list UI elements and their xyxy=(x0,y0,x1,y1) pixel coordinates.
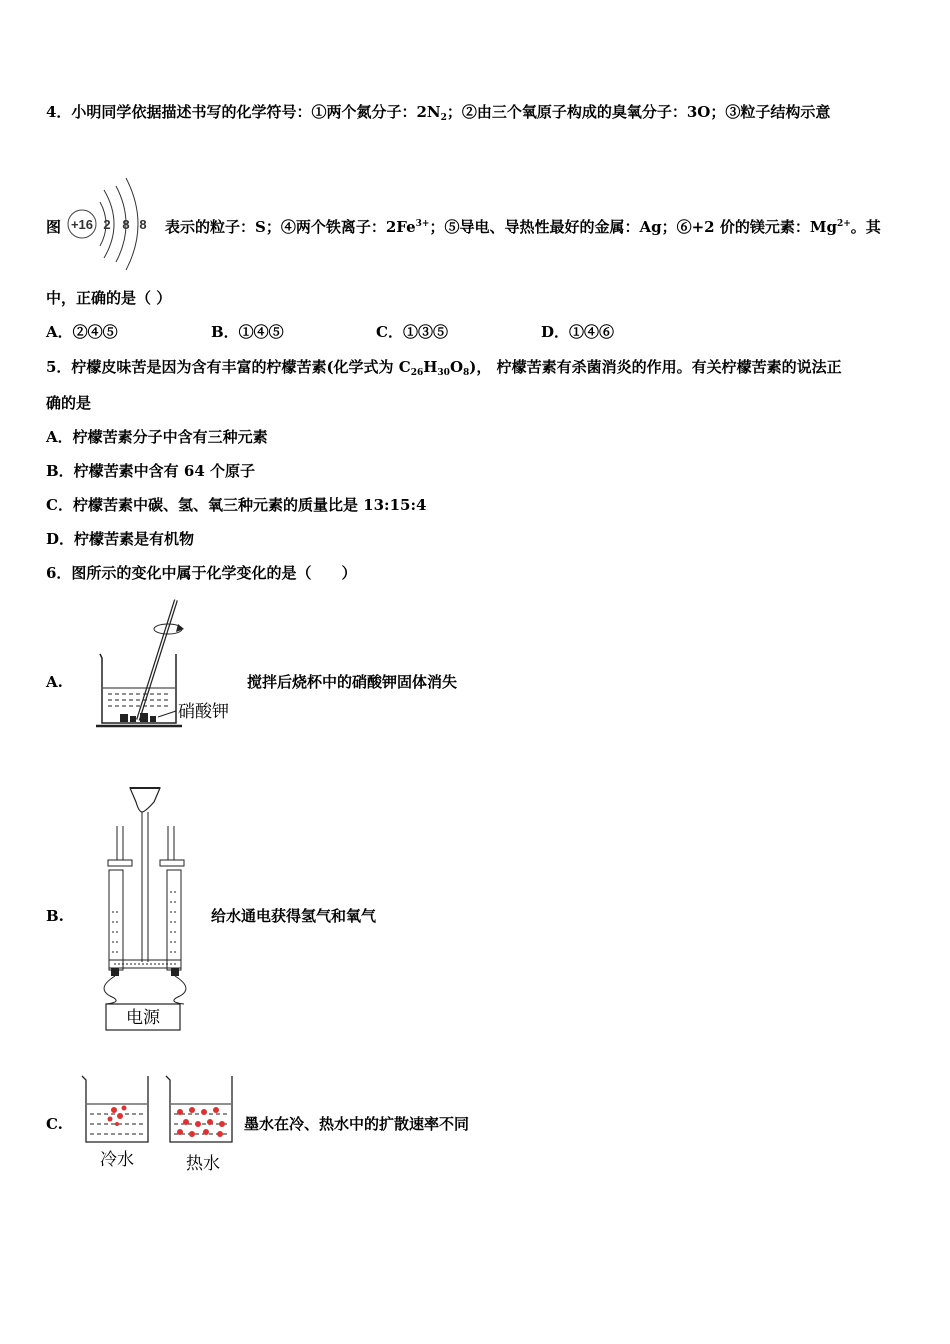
ink-diffusion-figure xyxy=(80,1072,240,1152)
potassium-nitrate-label: 硝酸钾 xyxy=(178,702,229,722)
q6-a-text: 搅拌后烧杯中的硝酸钾固体消失 xyxy=(247,673,458,691)
electrolysis-apparatus-figure xyxy=(84,782,204,1034)
power-supply-label: 电源 xyxy=(126,1008,160,1028)
atom-structure-diagram xyxy=(64,172,154,272)
q5-line2: 确的是 xyxy=(46,394,92,412)
q6-c-text: 墨水在冷、热水中的扩散速率不同 xyxy=(244,1115,470,1133)
shell-1-electrons: 2 xyxy=(103,217,111,232)
shell-2-electrons: 8 xyxy=(122,217,130,232)
q6-stem: 6．图所示的变化中属于化学变化的是（ ） xyxy=(46,564,357,582)
q5-option-c: C．柠檬苦素中碳、氢、氧三种元素的质量比是 13:15:4 xyxy=(46,496,427,514)
shell-3-electrons: 8 xyxy=(139,217,147,232)
q5-line1: 5．柠檬皮味苦是因为含有丰富的柠檬苦素(化学式为 $C_{26}H_{30}O_8$)， 柠檬苦素有杀菌消炎的作用。有关柠檬苦素的说法正 xyxy=(46,358,842,378)
q4-options xyxy=(46,322,614,342)
q6-a-letter: A. xyxy=(46,673,63,691)
q4-line3: 中，正确的是（ ） xyxy=(46,289,172,307)
q4-option-d: D．①④⑥ xyxy=(541,323,615,341)
q4-option-b: B．①④⑤ xyxy=(211,323,284,341)
q4-line2: 图 表示的粒子：S；④两个铁离子：$2Fe^{3+}$；⑤导电、导热性最好的金属：Ag；⑥+2 价的镁元素：$Mg^{2+}$。其 xyxy=(46,218,881,236)
nucleus-charge: +16 xyxy=(70,217,94,232)
q6-b-text: 给水通电获得氢气和氧气 xyxy=(211,907,377,925)
q6-b-letter: B. xyxy=(46,907,64,925)
q5-option-d: D．柠檬苦素是有机物 xyxy=(46,530,195,548)
cold-water-label: 冷水 xyxy=(100,1150,134,1170)
q4-option-c: C．①③⑤ xyxy=(376,323,448,341)
q6-c-letter: C. xyxy=(46,1115,63,1133)
hot-water-label: 热水 xyxy=(186,1154,220,1174)
q4-option-a: A．②④⑤ xyxy=(46,323,118,341)
q5-option-a: A．柠檬苦素分子中含有三种元素 xyxy=(46,428,268,446)
q5-option-b: B．柠檬苦素中含有 64 个原子 xyxy=(46,462,255,480)
q4-line1: 4．小明同学依据描述书写的化学符号：①两个氮分子：$2N_2$；②由三个氧原子构成的臭氧分子：3O；③粒子结构示意 xyxy=(46,103,831,123)
